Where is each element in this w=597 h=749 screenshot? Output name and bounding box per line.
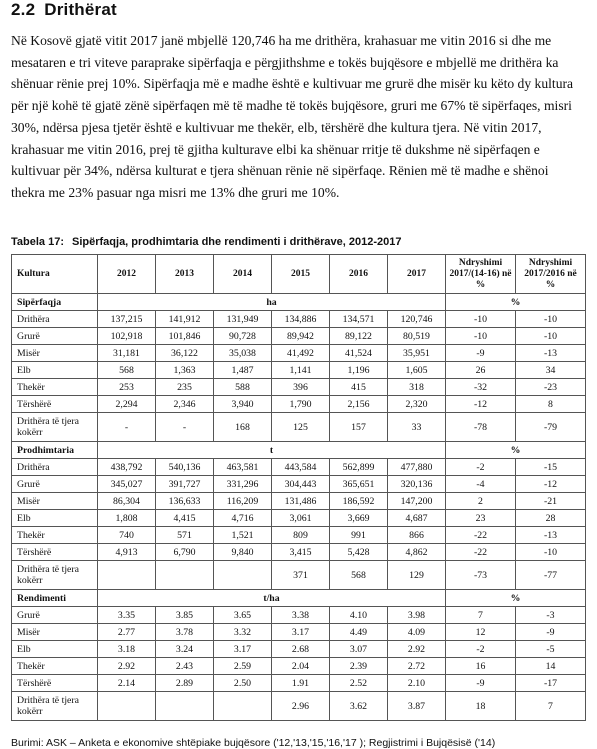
table-cell: 125	[272, 413, 330, 442]
row-label: Tërshërë	[12, 675, 98, 692]
table-cell: 4.10	[330, 607, 388, 624]
table-cell: -9	[516, 624, 586, 641]
table-cell: 991	[330, 527, 388, 544]
table-cell: -15	[516, 459, 586, 476]
row-label: Elb	[12, 362, 98, 379]
table-cell: 2.68	[272, 641, 330, 658]
table-cell: 23	[446, 510, 516, 527]
section-heading	[11, 0, 117, 20]
table-cell: 120,746	[388, 311, 446, 328]
table-row	[12, 544, 586, 561]
table-cell: 131,949	[214, 311, 272, 328]
table-cell: 318	[388, 379, 446, 396]
table-cell: 4.49	[330, 624, 388, 641]
table-cell: 1,141	[272, 362, 330, 379]
row-label: Grurë	[12, 328, 98, 345]
table-cell: 235	[156, 379, 214, 396]
table-cell: -9	[446, 675, 516, 692]
row-label: Drithëra të tjera kokërr	[12, 692, 98, 721]
table-row	[12, 396, 586, 413]
section-name: Sipërfaqja	[12, 294, 98, 311]
table-row	[12, 413, 586, 442]
table-cell: 568	[98, 362, 156, 379]
table-cell: 186,592	[330, 493, 388, 510]
table-cell: 3.17	[214, 641, 272, 658]
row-label: Elb	[12, 510, 98, 527]
row-label: Drithëra	[12, 459, 98, 476]
table-cell: 3.65	[214, 607, 272, 624]
table-cell: -13	[516, 527, 586, 544]
col-header: Ndryshimi 2017/2016 në %	[516, 255, 586, 294]
section-row	[12, 442, 586, 459]
table-cell: 463,581	[214, 459, 272, 476]
table-cell: 89,122	[330, 328, 388, 345]
table-row	[12, 493, 586, 510]
table-cell: 3,940	[214, 396, 272, 413]
table-cell: 3.32	[214, 624, 272, 641]
table-row	[12, 561, 586, 590]
table-cell: 2.77	[98, 624, 156, 641]
section-name: Prodhimtaria	[12, 442, 98, 459]
table-cell: -10	[516, 311, 586, 328]
row-label: Grurë	[12, 476, 98, 493]
section-pct-unit: %	[446, 442, 586, 459]
table-title: Sipërfaqja, prodhimtaria dhe rendimenti i drithërave, 2012-2017	[72, 236, 402, 248]
table-cell: 1,790	[272, 396, 330, 413]
table-cell: -23	[516, 379, 586, 396]
row-label: Drithëra	[12, 311, 98, 328]
table-cell: 4,415	[156, 510, 214, 527]
table-row	[12, 510, 586, 527]
row-label: Misër	[12, 624, 98, 641]
table-cell: 2.43	[156, 658, 214, 675]
table-cell: 18	[446, 692, 516, 721]
table-cell: 35,038	[214, 345, 272, 362]
table-label: Tabela 17:	[11, 236, 64, 248]
table-cell: 1,487	[214, 362, 272, 379]
section-unit: ha	[98, 294, 446, 311]
table-cell	[98, 692, 156, 721]
table-cell: 3,415	[272, 544, 330, 561]
table-cell: 7	[446, 607, 516, 624]
table-row	[12, 675, 586, 692]
table-cell: 9,840	[214, 544, 272, 561]
table-cell: 116,209	[214, 493, 272, 510]
table-cell	[214, 561, 272, 590]
table-row	[12, 459, 586, 476]
table-cell: 304,443	[272, 476, 330, 493]
table-cell	[156, 692, 214, 721]
section-unit: t/ha	[98, 590, 446, 607]
table-cell: 1,605	[388, 362, 446, 379]
table-cell: -4	[446, 476, 516, 493]
table-cell: -21	[516, 493, 586, 510]
table-cell: 3.07	[330, 641, 388, 658]
table-cell: 809	[272, 527, 330, 544]
row-label: Drithëra të tjera kokërr	[12, 561, 98, 590]
col-header: 2012	[98, 255, 156, 294]
table-cell: 4,913	[98, 544, 156, 561]
table-cell: 3.18	[98, 641, 156, 658]
table-cell: 345,027	[98, 476, 156, 493]
table-row	[12, 328, 586, 345]
table-cell: 571	[156, 527, 214, 544]
table-cell: 5,428	[330, 544, 388, 561]
table-row	[12, 476, 586, 493]
table-cell: 3,061	[272, 510, 330, 527]
table-cell: -78	[446, 413, 516, 442]
table-cell: 568	[330, 561, 388, 590]
table-cell: 4,716	[214, 510, 272, 527]
section-unit: t	[98, 442, 446, 459]
table-row	[12, 624, 586, 641]
table-cell: 443,584	[272, 459, 330, 476]
table-cell: -12	[446, 396, 516, 413]
table-cell: 134,886	[272, 311, 330, 328]
table-caption	[11, 236, 402, 248]
section-number: 2.2	[11, 0, 36, 19]
table-cell: 33	[388, 413, 446, 442]
table-cell: 131,486	[272, 493, 330, 510]
table-cell: 31,181	[98, 345, 156, 362]
table-cell: 4,687	[388, 510, 446, 527]
table-row	[12, 379, 586, 396]
table-cell: -32	[446, 379, 516, 396]
table-cell: 2.72	[388, 658, 446, 675]
table-cell: 2.10	[388, 675, 446, 692]
table-cell: -10	[446, 328, 516, 345]
table-cell: -2	[446, 459, 516, 476]
table-cell: 2.52	[330, 675, 388, 692]
table-cell: -5	[516, 641, 586, 658]
table-cell: 3.98	[388, 607, 446, 624]
table-cell: -10	[516, 328, 586, 345]
row-label: Thekër	[12, 379, 98, 396]
col-header: 2016	[330, 255, 388, 294]
table-cell: 2.04	[272, 658, 330, 675]
table-cell: 34	[516, 362, 586, 379]
table-cell: 2.50	[214, 675, 272, 692]
table-cell: 141,912	[156, 311, 214, 328]
table-cell: 1,521	[214, 527, 272, 544]
row-label: Tërshërë	[12, 396, 98, 413]
col-header: 2015	[272, 255, 330, 294]
section-name: Rendimenti	[12, 590, 98, 607]
table-cell: 396	[272, 379, 330, 396]
table-cell: 157	[330, 413, 388, 442]
table-cell: 7	[516, 692, 586, 721]
section-title: Drithërat	[44, 0, 117, 19]
table-cell: 331,296	[214, 476, 272, 493]
col-header: Kultura	[12, 255, 98, 294]
table-cell: 3.24	[156, 641, 214, 658]
table-cell: -2	[446, 641, 516, 658]
table-row	[12, 607, 586, 624]
table-cell: 12	[446, 624, 516, 641]
table-cell: -	[98, 413, 156, 442]
table-cell: 3.38	[272, 607, 330, 624]
table-cell: 253	[98, 379, 156, 396]
table-cell: 1,196	[330, 362, 388, 379]
table-cell: -12	[516, 476, 586, 493]
table-cell: 80,519	[388, 328, 446, 345]
row-label: Tërshërë	[12, 544, 98, 561]
body-paragraph: Në Kosovë gjatë vitit 2017 janë mbjellë 120,746 ha me drithëra, krahasuar me vitin 2016 si dhe me mesataren e tri viteve paraprake sipërfaqja e përgjithshme e tokës bujqësore e mbjellë me drithëra ka shënuar rënie prej 10%. Sipërfaqja më e madhe është e kultivuar me grurë dhe misër ku këto dy kultura për një kohë të gjatë zënë sipërfaqen më të madhe të tokës bujqësore, gruri me 67% të sipërfaqes, misri 30%, ndërsa pjesa tjetër është e kultivuar me thekër, elb, tërshërë dhe kultura tjera. Në vitin 2017, krahasuar me vitin 2016, prej të gjitha kulturave elbi ka shënuar rritje të dukshme në sipërfaqen e kultivuar për 34%, ndërsa kulturat e tjera shënuan rënie në sipërfaqe. Rënien më të madhe e shënoi thekra me 23% pasuar nga misri me 13% dhe gruri me 10%.	[11, 33, 574, 200]
source-note: Burimi: ASK – Anketa e ekonomive shtëpiake bujqësore ('12,'13,'15,'16,'17 ); Regjistrimi i Bujqësisë ('14)	[11, 737, 496, 749]
table-cell: 101,846	[156, 328, 214, 345]
table-cell	[98, 561, 156, 590]
table-cell: -10	[446, 311, 516, 328]
col-header: 2017	[388, 255, 446, 294]
table-cell: 3.35	[98, 607, 156, 624]
table-cell: 3.87	[388, 692, 446, 721]
table-row	[12, 527, 586, 544]
table-row	[12, 362, 586, 379]
col-header: 2013	[156, 255, 214, 294]
table-cell	[156, 561, 214, 590]
table-cell: -13	[516, 345, 586, 362]
table-cell: 2,320	[388, 396, 446, 413]
table-cell: 2	[446, 493, 516, 510]
table-cell: 2,346	[156, 396, 214, 413]
row-label: Thekër	[12, 527, 98, 544]
table-cell: -22	[446, 544, 516, 561]
table-cell: 2.92	[388, 641, 446, 658]
table-cell: -79	[516, 413, 586, 442]
table-cell: -77	[516, 561, 586, 590]
table-cell: 4,862	[388, 544, 446, 561]
table-body	[12, 294, 586, 721]
table-row	[12, 658, 586, 675]
table-cell: -9	[446, 345, 516, 362]
section-row	[12, 590, 586, 607]
table-cell: 26	[446, 362, 516, 379]
table-cell: 415	[330, 379, 388, 396]
table-cell: 16	[446, 658, 516, 675]
row-label: Misër	[12, 345, 98, 362]
row-label: Elb	[12, 641, 98, 658]
table-row	[12, 641, 586, 658]
table-cell: 14	[516, 658, 586, 675]
table-cell: 3.78	[156, 624, 214, 641]
table-row	[12, 345, 586, 362]
table-cell: 147,200	[388, 493, 446, 510]
table-cell: 2.96	[272, 692, 330, 721]
table-cell: -	[156, 413, 214, 442]
table-cell: 1,808	[98, 510, 156, 527]
table-cell: 168	[214, 413, 272, 442]
table-cell: 136,633	[156, 493, 214, 510]
section-row	[12, 294, 586, 311]
table-header-row	[12, 255, 586, 294]
table-cell: -22	[446, 527, 516, 544]
table-cell: -10	[516, 544, 586, 561]
table-cell: 2,156	[330, 396, 388, 413]
table-cell: 129	[388, 561, 446, 590]
table-cell: 102,918	[98, 328, 156, 345]
table-cell: 3.17	[272, 624, 330, 641]
table-cell: 41,524	[330, 345, 388, 362]
table-cell: 8	[516, 396, 586, 413]
table-cell: 866	[388, 527, 446, 544]
table-cell: 6,790	[156, 544, 214, 561]
table-cell: 41,492	[272, 345, 330, 362]
table-row	[12, 692, 586, 721]
table-cell: 89,942	[272, 328, 330, 345]
table-cell: 1,363	[156, 362, 214, 379]
table-cell: 588	[214, 379, 272, 396]
col-header: 2014	[214, 255, 272, 294]
table-cell: 2.39	[330, 658, 388, 675]
table-cell: 477,880	[388, 459, 446, 476]
table-cell: 438,792	[98, 459, 156, 476]
table-cell: 320,136	[388, 476, 446, 493]
table-cell: 137,215	[98, 311, 156, 328]
table-cell	[214, 692, 272, 721]
table-cell: 2.14	[98, 675, 156, 692]
table-cell: -3	[516, 607, 586, 624]
table-cell: 2.92	[98, 658, 156, 675]
table-cell: -17	[516, 675, 586, 692]
row-label: Grurë	[12, 607, 98, 624]
table-cell: 740	[98, 527, 156, 544]
table-cell: -73	[446, 561, 516, 590]
table-cell: 365,651	[330, 476, 388, 493]
table-cell: 4.09	[388, 624, 446, 641]
row-label: Drithëra të tjera kokërr	[12, 413, 98, 442]
table-cell: 90,728	[214, 328, 272, 345]
section-pct-unit: %	[446, 590, 586, 607]
table-cell: 1.91	[272, 675, 330, 692]
table-cell: 562,899	[330, 459, 388, 476]
table-cell: 2.59	[214, 658, 272, 675]
table-cell: 540,136	[156, 459, 214, 476]
table-cell: 391,727	[156, 476, 214, 493]
table-cell: 371	[272, 561, 330, 590]
table-cell: 2.89	[156, 675, 214, 692]
cereals-table	[11, 254, 586, 721]
table-cell: 28	[516, 510, 586, 527]
table-cell: 3.62	[330, 692, 388, 721]
table-cell: 35,951	[388, 345, 446, 362]
table-cell: 36,122	[156, 345, 214, 362]
table-cell: 86,304	[98, 493, 156, 510]
table-row	[12, 311, 586, 328]
col-header: Ndryshimi 2017/(14-16) në %	[446, 255, 516, 294]
table-cell: 134,571	[330, 311, 388, 328]
row-label: Misër	[12, 493, 98, 510]
table-cell: 3,669	[330, 510, 388, 527]
section-pct-unit: %	[446, 294, 586, 311]
table-cell: 2,294	[98, 396, 156, 413]
table-cell: 3.85	[156, 607, 214, 624]
row-label: Thekër	[12, 658, 98, 675]
